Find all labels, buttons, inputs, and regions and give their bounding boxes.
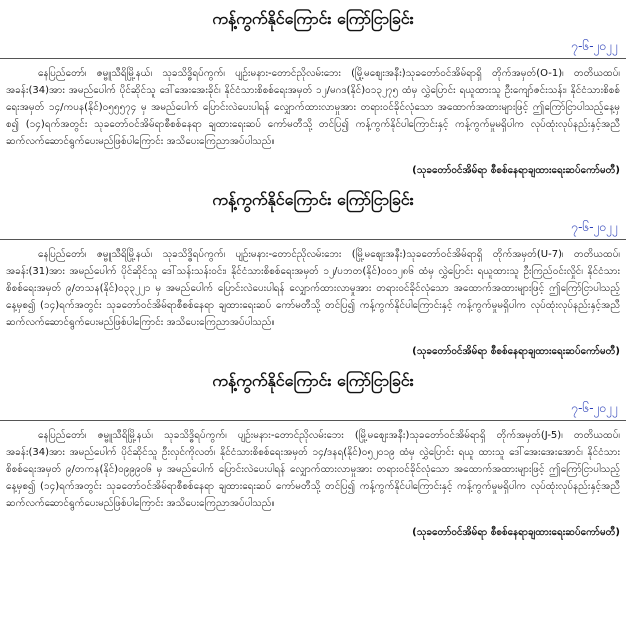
notice-body-text: နေပြည်တော်၊ ဇမ္ဗူသီရိမြို့နယ်၊ သုခသိဒ္ဓိရပ်ကွက်၊ ပျဉ်းမနား-တောင်ညိုလမ်းဘေး (မြို့မစျေးအနီး)သုခတော်ဝင်အိမ်ရာရှိ တိုက်အမှတ်(U-7)၊ တတိယထပ်၊ အခန်း(31)အား အမည်ပေါက် ပိုင်ဆိုင်သူ ဒေါ်သန်းသန်းဝင်း၊ နိုင်ငံသားစိစစ်ရေးအမှတ် ၁၂/ပဘတ(နိုင်)၀၀၁၂၈၆ ထံမှ လွှဲပြောင်း ရယူထားသူ ဦးကြည်ဝင်းလှိုင်၊ နိုင်ငံသားစိစစ်ရေးအမှတ် ၉/တသန(နိုင်)၀၃၃၂၂၁ မှ အမည်ပေါက် ပြောင်းလဲပေးပါရန် လျှောက်ထားလာမှုအား တရားဝင်ခိုင်လုံသော အထောက်အထားများဖြင့် ဤကြော်ငြာပါသည့် နေ့မှစ၍ (၁၄)ရက်အတွင်း သုခတော်ဝင်အိမ်ရာစီစစ်နေရာ ချထားရေးဆပ် ကော်မတီသို့ တင်ပြ၍ ကန့်ကွက်နိုင်ပါကြောင်းနှင့် ကန့်ကွက်မှုမရှိပါက လုပ်ထုံးလုပ်နည်းနှင့်အညီ ဆက်လက်ဆောင်ရွက်ပေးမည်ဖြစ်ပါကြောင်း အသိပေးကြေညာအပ်ပါသည်။ xyxy=(6,249,620,328)
notice-title: ကန့်ကွက်နိုင်ကြောင်း ကြော်ငြာခြင်း xyxy=(212,190,414,209)
notice-date: ၇-၆-၂၀၂၂ xyxy=(571,39,618,53)
notice-2 xyxy=(0,181,626,362)
notice-signature: (သုခတော်ဝင်အိမ်ရာ စီစစ်နေရာချထားရေးဆပ်ကော်မတီ) xyxy=(412,165,620,176)
notice-body-text: နေပြည်တော်၊ ဇမ္ဗူသီရိမြို့နယ်၊ သုခသိဒ္ဓိရပ်ကွက်၊ ပျဉ်းမနား-တောင်ညိုလမ်းဘေး (မြို့မစျေးအနီး)သုခတော်ဝင်အိမ်ရာရှိ တိုက်အမှတ်(O-1)၊ တတိယထပ်၊ အခန်း(34)အား အမည်ပေါက် ပိုင်ဆိုင်သူ ဒေါ်အေးအေးခိုင်၊ နိုင်ငံသားစိစစ်ရေးအမှတ် ၁၂/မဂဒ(နိုင်)၀၁၃၂၇၅ ထံမှ လွှဲပြောင်း ရယူထားသူ ဦးကျော်ဇင်းသန်း၊ နိုင်ငံသားစိစစ်ရေးအမှတ် ၁၄/ကပန(နိုင်)၀၅၅၅၇၄ မှ အမည်ပေါက် ပြောင်းလဲပေးပါရန် လျှောက်ထားလာမှုအား တရားဝင်ခိုင်လုံသော အထောက်အထားများဖြင့် ဤကြော်ငြာပါသည့်နေ့မှစ၍ (၁၄)ရက်အတွင်း သုခတော်ဝင်အိမ်ရာစီစစ်နေရာ ချထားရေးဆပ် ကော်မတီသို့ တင်ပြ၍ ကန့်ကွက်နိုင်ပါကြောင်းနှင့် ကန့်ကွက်မှုမရှိပါက လုပ်ထုံးလုပ်နည်းနှင့်အညီ ဆက်လက်ဆောင်ရွက်ပေးမည်ဖြစ်ပါကြောင်း အသိပေးကြေညာအပ်ပါသည်။ xyxy=(6,68,620,147)
notice-title: ကန့်ကွက်နိုင်ကြောင်း ကြော်ငြာခြင်း xyxy=(212,371,414,390)
notice-date: ၇-၆-၂၀၂၂ xyxy=(571,220,618,234)
notice-signature: (သုခတော်ဝင်အိမ်ရာ စီစစ်နေရာချထားရေးဆပ်ကော်မတီ) xyxy=(412,527,620,538)
notice-body xyxy=(0,59,626,161)
notice-signature: (သုခတော်ဝင်အိမ်ရာ စီစစ်နေရာချထားရေးဆပ်ကော်မတီ) xyxy=(412,346,620,357)
notice-body xyxy=(0,421,626,523)
notice-3 xyxy=(0,362,626,543)
notice-date: ၇-၆-၂၀၂၂ xyxy=(571,401,618,415)
notice-body-text: နေပြည်တော်၊ ဇမ္ဗူသီရိမြို့နယ်၊ သုခသိဒ္ဓိရပ်ကွက်၊ ပျဉ်းမနား-တောင်ညိုလမ်းဘေး (မြို့မစျေးအနီး)သုခတော်ဝင်အိမ်ရာရှိ တိုက်အမှတ်(J-5)၊ တတိယထပ်၊ အခန်း(34)အား အမည်ပေါက် ပိုင်ဆိုင်သူ ဦးလှင်ကိုလတ်၊ နိုင်ငံသားစိစစ်ရေးအမှတ် ၁၄/ဒနရ(နိုင်)၀၅၂၀၁၉ ထံမှ လွှဲပြောင်း ရယူ ထားသူ ဒေါ်အေးအေးအောင်၊ နိုင်ငံသားစိစစ်ရေးအမှတ် ၉/တကန(နိုင်)၀၉၉၉၀၆ မှ အမည်ပေါက် ပြောင်းလဲပေးပါရန် လျှောက်ထားလာမှုအား တရားဝင်ခိုင်လုံသော အထောက်အထားများဖြင့် ဤကြော်ငြာပါသည့် နေ့မှစ၍ (၁၄)ရက်အတွင်း သုခတော်ဝင်အိမ်ရာစီစစ်နေရာ ချထားရေးဆပ် ကော်မတီသို့ တင်ပြ၍ ကန့်ကွက်နိုင်ပါကြောင်းနှင့် ကန့်ကွက်မှုမရှိပါက လုပ်ထုံးလုပ်နည်းနှင့်အညီ ဆက်လက်ဆောင်ရွက်ပေးမည်ဖြစ်ပါကြောင်း အသိပေးကြေညာအပ်ပါသည်။ xyxy=(6,430,620,509)
notice-body xyxy=(0,240,626,342)
notice-title: ကန့်ကွက်နိုင်ကြောင်း ကြော်ငြာခြင်း xyxy=(212,9,414,28)
notice-1 xyxy=(0,0,626,181)
